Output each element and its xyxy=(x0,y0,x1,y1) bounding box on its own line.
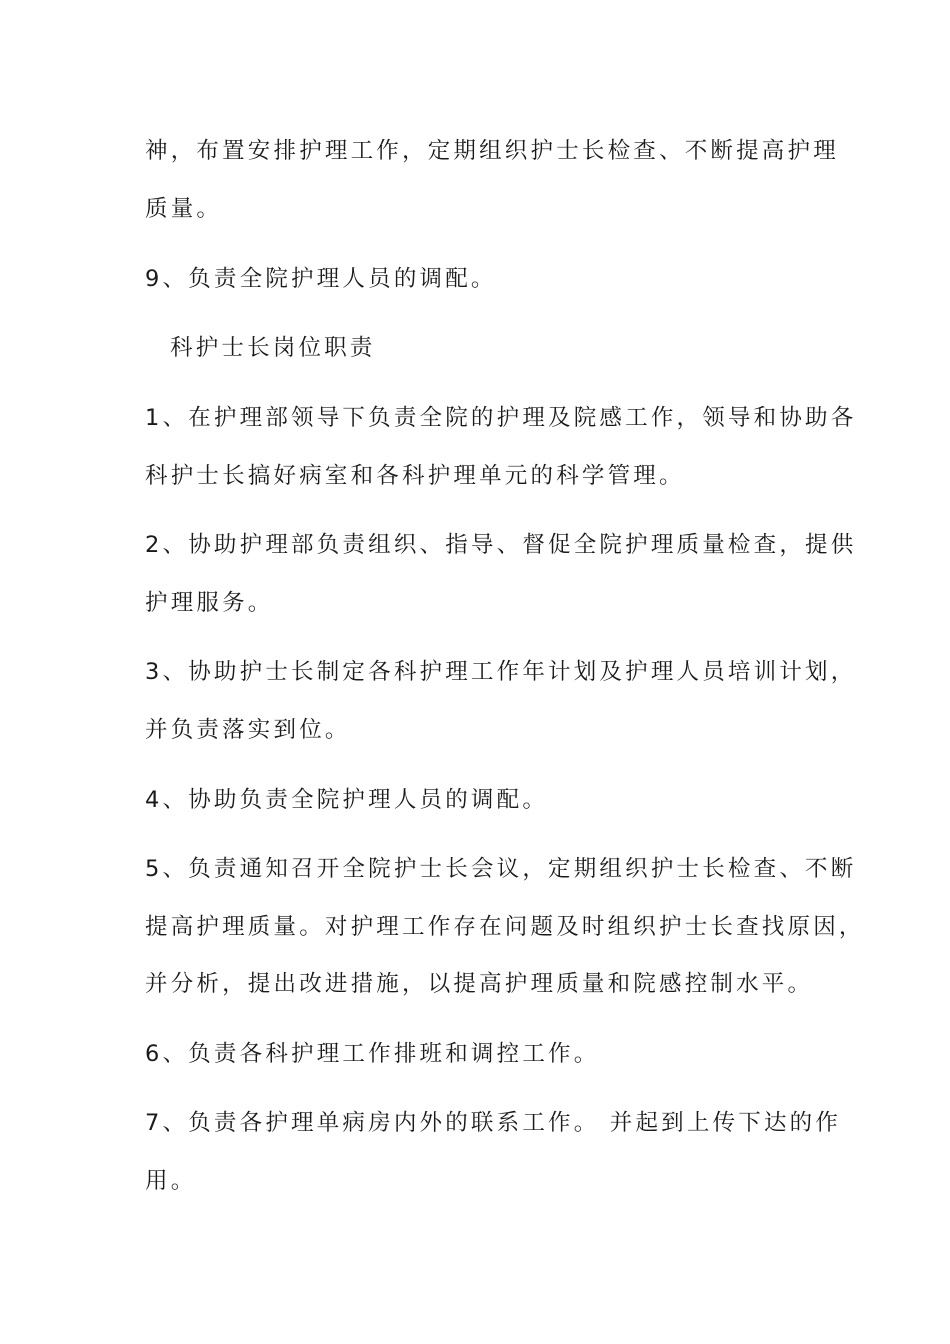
list-item-3: 3、协助护士长制定各科护理工作年计划及护理人员培训计划， xyxy=(145,659,857,685)
list-item-6: 6、负责各科护理工作排班和调控工作。 xyxy=(145,1041,600,1067)
paragraph-line: 提高护理质量。对护理工作存在问题及时组织护士长查找原因， xyxy=(145,914,865,940)
list-item-4: 4、协助负责全院护理人员的调配。 xyxy=(145,787,549,813)
paragraph-line: 科护士长搞好病室和各科护理单元的科学管理。 xyxy=(145,463,685,489)
list-item-5: 5、负责通知召开全院护士长会议，定期组织护士长检查、不断 xyxy=(145,856,857,882)
list-item-2: 2、协助护理部负责组织、指导、督促全院护理质量检查，提供 xyxy=(145,532,857,558)
paragraph-line: 神，布置安排护理工作，定期组织护士长检查、不断提高护理 xyxy=(145,138,839,164)
paragraph-line: 并分析，提出改进措施，以提高护理质量和院感控制水平。 xyxy=(145,971,814,997)
list-item-1: 1、在护理部领导下负责全院的护理及院感工作，领导和协助各 xyxy=(145,405,857,431)
paragraph-line: 用。 xyxy=(145,1168,197,1194)
paragraph-line: 并负责落实到位。 xyxy=(145,717,351,743)
paragraph-line: 护理服务。 xyxy=(145,590,274,616)
section-heading: 科护士长岗位职责 xyxy=(170,335,376,361)
paragraph-line: 质量。 xyxy=(145,196,223,222)
list-item-9: 9、负责全院护理人员的调配。 xyxy=(145,266,497,292)
list-item-7: 7、负责各护理单病房内外的联系工作。 并起到上传下达的作 xyxy=(145,1110,842,1136)
